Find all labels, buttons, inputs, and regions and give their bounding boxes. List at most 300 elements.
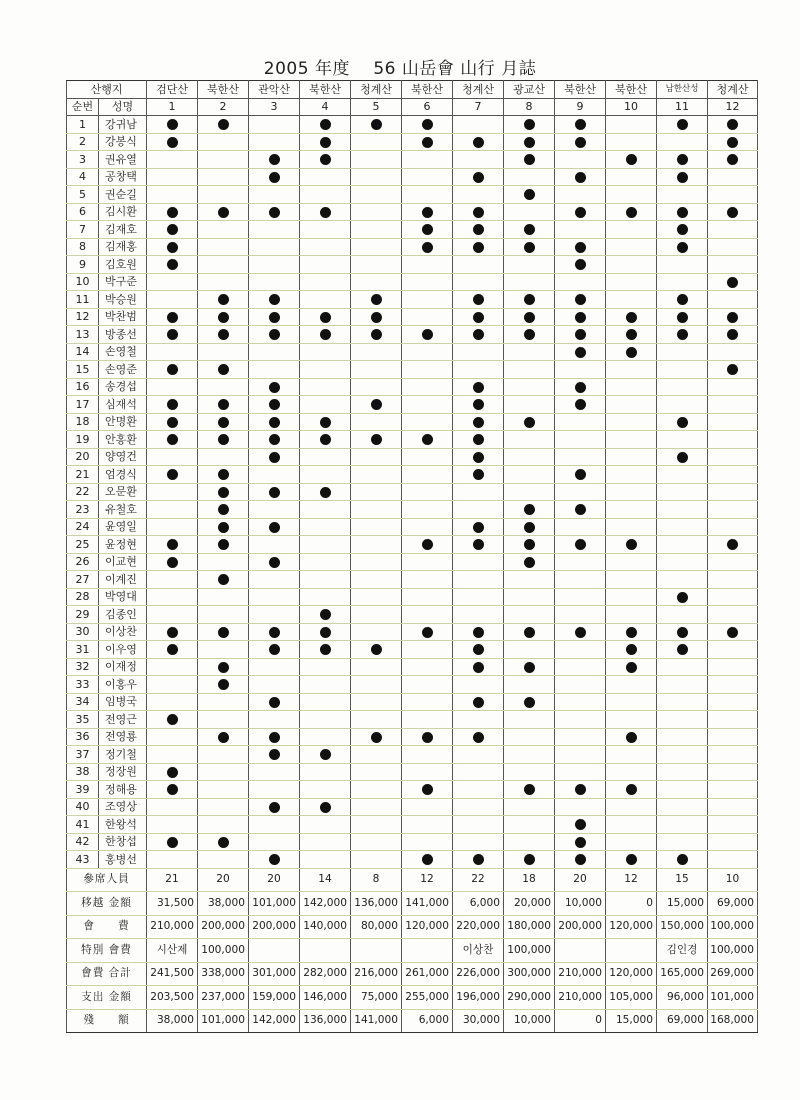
attendance-cell — [351, 361, 402, 379]
attendance-dot — [677, 224, 688, 235]
attendance-dot — [473, 434, 484, 445]
attendance-cell — [606, 431, 657, 449]
summary-value: 15,000 — [657, 892, 708, 916]
summary-value: 75,000 — [351, 986, 402, 1010]
attendance-dot — [524, 627, 535, 638]
attendance-cell — [504, 116, 555, 134]
attendance-dot — [626, 784, 637, 795]
attendance-dot — [320, 749, 331, 760]
attendance-dot — [218, 504, 229, 515]
header-row-destinations — [67, 81, 758, 99]
attendance-cell — [198, 431, 249, 449]
attendance-cell — [453, 816, 504, 834]
attendance-cell — [147, 641, 198, 659]
attendance-cell — [249, 326, 300, 344]
attendance-cell — [198, 273, 249, 291]
attendance-cell — [402, 851, 453, 869]
attendance-cell — [249, 151, 300, 169]
attendance-cell — [606, 833, 657, 851]
attendance-dot — [626, 207, 637, 218]
attendance-cell — [351, 466, 402, 484]
attendance-cell — [147, 396, 198, 414]
attendance-cell — [606, 221, 657, 239]
member-name: 김재호 — [99, 221, 147, 239]
attendance-cell — [198, 466, 249, 484]
attendance-cell — [198, 256, 249, 274]
attendance-cell — [147, 431, 198, 449]
attendance-cell — [504, 431, 555, 449]
attendance-dot — [473, 312, 484, 323]
attendance-cell — [555, 378, 606, 396]
attendance-cell — [300, 151, 351, 169]
attendance-cell — [351, 833, 402, 851]
attendance-cell — [555, 693, 606, 711]
attendance-dot — [575, 294, 586, 305]
attendance-cell — [453, 693, 504, 711]
month-2: 2 — [198, 98, 249, 116]
attendance-cell — [300, 343, 351, 361]
month-5: 5 — [351, 98, 402, 116]
member-name: 이계진 — [99, 571, 147, 589]
attendance-cell — [555, 536, 606, 554]
attendance-dot — [320, 329, 331, 340]
attendance-cell — [402, 798, 453, 816]
attendance-dot — [218, 662, 229, 673]
attendance-dot — [218, 294, 229, 305]
attendance-cell — [249, 588, 300, 606]
member-no: 28 — [67, 588, 99, 606]
attendance-dot — [473, 627, 484, 638]
attendance-cell — [606, 798, 657, 816]
attendance-cell — [402, 396, 453, 414]
attendance-cell — [708, 623, 758, 641]
summary-row-spent — [67, 986, 758, 1010]
attendance-cell — [708, 291, 758, 309]
attendance-cell — [351, 816, 402, 834]
month-8: 8 — [504, 98, 555, 116]
attendance-cell — [504, 588, 555, 606]
attendance-dot — [626, 154, 637, 165]
summary-value: 165,000 — [657, 962, 708, 986]
attendance-cell — [300, 676, 351, 694]
attendance-cell — [606, 553, 657, 571]
attendance-cell — [504, 186, 555, 204]
attendance-cell — [453, 483, 504, 501]
member-name: 김시환 — [99, 203, 147, 221]
attendance-cell — [555, 816, 606, 834]
attendance-dot — [677, 452, 688, 463]
attendance-cell — [555, 641, 606, 659]
attendance-cell — [555, 658, 606, 676]
attendance-cell — [402, 588, 453, 606]
attendance-cell — [504, 676, 555, 694]
attendance-dot — [575, 329, 586, 340]
attendance-cell — [708, 238, 758, 256]
attendance-cell — [555, 186, 606, 204]
summary-value: 10 — [708, 868, 758, 892]
attendance-cell — [300, 746, 351, 764]
attendance-cell — [555, 116, 606, 134]
summary-value: 159,000 — [249, 986, 300, 1010]
attendance-cell — [300, 641, 351, 659]
attendance-cell — [198, 746, 249, 764]
member-no: 26 — [67, 553, 99, 571]
summary-value: 140,000 — [300, 915, 351, 939]
attendance-cell — [504, 221, 555, 239]
attendance-dot — [269, 417, 280, 428]
attendance-cell — [555, 361, 606, 379]
attendance-cell — [504, 606, 555, 624]
attendance-cell — [453, 641, 504, 659]
attendance-cell — [402, 413, 453, 431]
attendance-cell — [402, 676, 453, 694]
attendance-cell — [198, 833, 249, 851]
month-9: 9 — [555, 98, 606, 116]
attendance-dot — [269, 294, 280, 305]
attendance-dot — [677, 417, 688, 428]
attendance-cell — [453, 396, 504, 414]
attendance-cell — [198, 168, 249, 186]
member-row — [67, 746, 758, 764]
attendance-cell — [351, 763, 402, 781]
attendance-cell — [504, 466, 555, 484]
attendance-dot — [320, 207, 331, 218]
attendance-cell — [300, 238, 351, 256]
attendance-dot — [422, 784, 433, 795]
attendance-dot — [727, 119, 738, 130]
attendance-dot — [167, 557, 178, 568]
attendance-cell — [198, 571, 249, 589]
summary-value: 101,000 — [708, 986, 758, 1010]
attendance-cell — [555, 308, 606, 326]
attendance-cell — [555, 833, 606, 851]
attendance-cell — [351, 133, 402, 151]
attendance-cell — [657, 851, 708, 869]
attendance-cell — [198, 448, 249, 466]
summary-value: 210,000 — [147, 915, 198, 939]
attendance-cell — [249, 256, 300, 274]
summary-value: 10,000 — [504, 1009, 555, 1033]
summary-label-spent: 支出 金額 — [67, 986, 147, 1010]
attendance-dot — [524, 417, 535, 428]
member-row — [67, 781, 758, 799]
attendance-cell — [708, 221, 758, 239]
attendance-cell — [249, 746, 300, 764]
attendance-cell — [555, 553, 606, 571]
attendance-dot — [626, 662, 637, 673]
attendance-cell — [300, 711, 351, 729]
attendance-dot — [727, 277, 738, 288]
summary-label-special: 特別 會費 — [67, 939, 147, 963]
attendance-cell — [147, 501, 198, 519]
attendance-cell — [555, 343, 606, 361]
attendance-dot — [473, 697, 484, 708]
attendance-cell — [351, 221, 402, 239]
attendance-cell — [300, 133, 351, 151]
attendance-cell — [708, 203, 758, 221]
attendance-cell — [198, 221, 249, 239]
member-no: 22 — [67, 483, 99, 501]
attendance-cell — [606, 501, 657, 519]
attendance-dot — [524, 119, 535, 130]
attendance-dot — [218, 329, 229, 340]
attendance-cell — [453, 588, 504, 606]
attendance-cell — [555, 728, 606, 746]
attendance-cell — [147, 728, 198, 746]
attendance-cell — [147, 798, 198, 816]
attendance-cell — [657, 728, 708, 746]
member-row — [67, 221, 758, 239]
attendance-cell — [555, 501, 606, 519]
attendance-dot — [167, 539, 178, 550]
attendance-cell — [504, 273, 555, 291]
member-row — [67, 133, 758, 151]
attendance-cell — [198, 396, 249, 414]
attendance-cell — [198, 518, 249, 536]
attendance-cell — [300, 588, 351, 606]
attendance-cell — [657, 343, 708, 361]
attendance-cell — [351, 676, 402, 694]
member-name: 방종선 — [99, 326, 147, 344]
name-header: 성명 — [99, 98, 147, 116]
attendance-dot — [167, 434, 178, 445]
attendance-cell — [555, 781, 606, 799]
attendance-cell — [708, 168, 758, 186]
attendance-cell — [555, 588, 606, 606]
mountain-7: 청계산 — [453, 81, 504, 99]
member-name: 송경섭 — [99, 378, 147, 396]
attendance-cell — [606, 781, 657, 799]
member-row — [67, 588, 758, 606]
attendance-dot — [218, 417, 229, 428]
attendance-cell — [351, 291, 402, 309]
summary-value: 20 — [198, 868, 249, 892]
attendance-dot — [473, 137, 484, 148]
attendance-dot — [422, 539, 433, 550]
attendance-cell — [708, 501, 758, 519]
member-no: 15 — [67, 361, 99, 379]
summary-value: 101,000 — [198, 1009, 249, 1033]
summary-value: 141,000 — [402, 892, 453, 916]
summary-value: 0 — [606, 892, 657, 916]
member-row — [67, 448, 758, 466]
attendance-cell — [606, 186, 657, 204]
attendance-cell — [300, 693, 351, 711]
attendance-dot — [524, 154, 535, 165]
attendance-cell — [300, 413, 351, 431]
attendance-cell — [453, 133, 504, 151]
attendance-dot — [167, 312, 178, 323]
member-no: 36 — [67, 728, 99, 746]
attendance-cell — [147, 291, 198, 309]
attendance-cell — [198, 203, 249, 221]
attendance-cell — [198, 413, 249, 431]
attendance-cell — [504, 378, 555, 396]
member-name: 김종인 — [99, 606, 147, 624]
attendance-cell — [198, 798, 249, 816]
attendance-dot — [575, 837, 586, 848]
attendance-dot — [524, 854, 535, 865]
attendance-dot — [575, 399, 586, 410]
attendance-cell — [606, 676, 657, 694]
attendance-cell — [606, 413, 657, 431]
attendance-cell — [249, 518, 300, 536]
summary-value: 142,000 — [249, 1009, 300, 1033]
summary-value: 10,000 — [555, 892, 606, 916]
member-row — [67, 361, 758, 379]
attendance-cell — [198, 588, 249, 606]
attendance-cell — [504, 623, 555, 641]
summary-row-special — [67, 939, 758, 963]
attendance-cell — [147, 833, 198, 851]
attendance-dot — [269, 627, 280, 638]
member-no: 25 — [67, 536, 99, 554]
attendance-cell — [657, 221, 708, 239]
summary-value: 282,000 — [300, 962, 351, 986]
member-no: 17 — [67, 396, 99, 414]
summary-row-carried — [67, 892, 758, 916]
attendance-cell — [555, 413, 606, 431]
attendance-cell — [402, 501, 453, 519]
attendance-dot — [320, 609, 331, 620]
attendance-cell — [606, 238, 657, 256]
member-row — [67, 711, 758, 729]
attendance-cell — [453, 273, 504, 291]
attendance-dot — [575, 854, 586, 865]
attendance-dot — [320, 417, 331, 428]
attendance-cell — [453, 501, 504, 519]
attendance-dot — [269, 207, 280, 218]
summary-label-attendance: 參席人員 — [67, 868, 147, 892]
attendance-dot — [473, 242, 484, 253]
attendance-cell — [249, 483, 300, 501]
member-row — [67, 256, 758, 274]
mountain-9: 북한산 — [555, 81, 606, 99]
attendance-cell — [351, 396, 402, 414]
attendance-cell — [504, 728, 555, 746]
attendance-cell — [402, 168, 453, 186]
attendance-dot — [473, 172, 484, 183]
attendance-cell — [351, 256, 402, 274]
attendance-cell — [708, 396, 758, 414]
attendance-cell — [198, 116, 249, 134]
attendance-cell — [351, 413, 402, 431]
attendance-dot — [167, 417, 178, 428]
attendance-dot — [677, 312, 688, 323]
attendance-dot — [575, 784, 586, 795]
attendance-cell — [351, 326, 402, 344]
attendance-cell — [657, 536, 708, 554]
attendance-cell — [453, 658, 504, 676]
attendance-cell — [402, 711, 453, 729]
attendance-cell — [300, 221, 351, 239]
attendance-cell — [402, 728, 453, 746]
attendance-dot — [371, 399, 382, 410]
attendance-cell — [147, 168, 198, 186]
attendance-dot — [575, 242, 586, 253]
attendance-cell — [300, 851, 351, 869]
attendance-cell — [300, 483, 351, 501]
attendance-cell — [555, 151, 606, 169]
attendance-cell — [606, 116, 657, 134]
summary-value: 203,500 — [147, 986, 198, 1010]
member-no: 5 — [67, 186, 99, 204]
summary-value: 120,000 — [606, 962, 657, 986]
member-no: 7 — [67, 221, 99, 239]
attendance-cell — [555, 851, 606, 869]
attendance-dot — [677, 154, 688, 165]
attendance-cell — [249, 658, 300, 676]
attendance-dot — [269, 154, 280, 165]
attendance-cell — [198, 291, 249, 309]
attendance-cell — [249, 466, 300, 484]
attendance-cell — [198, 763, 249, 781]
attendance-dot — [167, 137, 178, 148]
attendance-cell — [402, 116, 453, 134]
attendance-cell — [708, 851, 758, 869]
attendance-cell — [504, 693, 555, 711]
attendance-cell — [351, 378, 402, 396]
attendance-cell — [504, 168, 555, 186]
attendance-cell — [504, 203, 555, 221]
member-row — [67, 151, 758, 169]
member-row — [67, 851, 758, 869]
attendance-cell — [504, 536, 555, 554]
attendance-dot — [167, 644, 178, 655]
attendance-cell — [657, 186, 708, 204]
attendance-cell — [300, 763, 351, 781]
member-name: 손영철 — [99, 343, 147, 361]
attendance-cell — [300, 431, 351, 449]
attendance-cell — [402, 466, 453, 484]
attendance-cell — [555, 606, 606, 624]
attendance-cell — [351, 343, 402, 361]
attendance-cell — [504, 151, 555, 169]
attendance-cell — [657, 308, 708, 326]
attendance-cell — [708, 518, 758, 536]
member-name: 박영대 — [99, 588, 147, 606]
attendance-dot — [677, 329, 688, 340]
attendance-cell — [402, 781, 453, 799]
summary-value: 100,000 — [504, 939, 555, 963]
attendance-cell — [504, 816, 555, 834]
attendance-cell — [504, 518, 555, 536]
member-no: 23 — [67, 501, 99, 519]
attendance-cell — [453, 746, 504, 764]
summary-value: 290,000 — [504, 986, 555, 1010]
attendance-dot — [473, 469, 484, 480]
attendance-cell — [657, 833, 708, 851]
attendance-dot — [727, 137, 738, 148]
member-name: 엄경식 — [99, 466, 147, 484]
attendance-cell — [402, 431, 453, 449]
attendance-dot — [167, 714, 178, 725]
attendance-cell — [402, 518, 453, 536]
attendance-dot — [269, 522, 280, 533]
attendance-cell — [657, 711, 708, 729]
attendance-dot — [422, 627, 433, 638]
attendance-cell — [453, 781, 504, 799]
attendance-dot — [167, 119, 178, 130]
attendance-cell — [708, 361, 758, 379]
summary-value: 105,000 — [606, 986, 657, 1010]
month-3: 3 — [249, 98, 300, 116]
attendance-cell — [504, 326, 555, 344]
attendance-cell — [147, 133, 198, 151]
summary-label-dues: 會 費 — [67, 915, 147, 939]
member-no: 4 — [67, 168, 99, 186]
member-row — [67, 186, 758, 204]
